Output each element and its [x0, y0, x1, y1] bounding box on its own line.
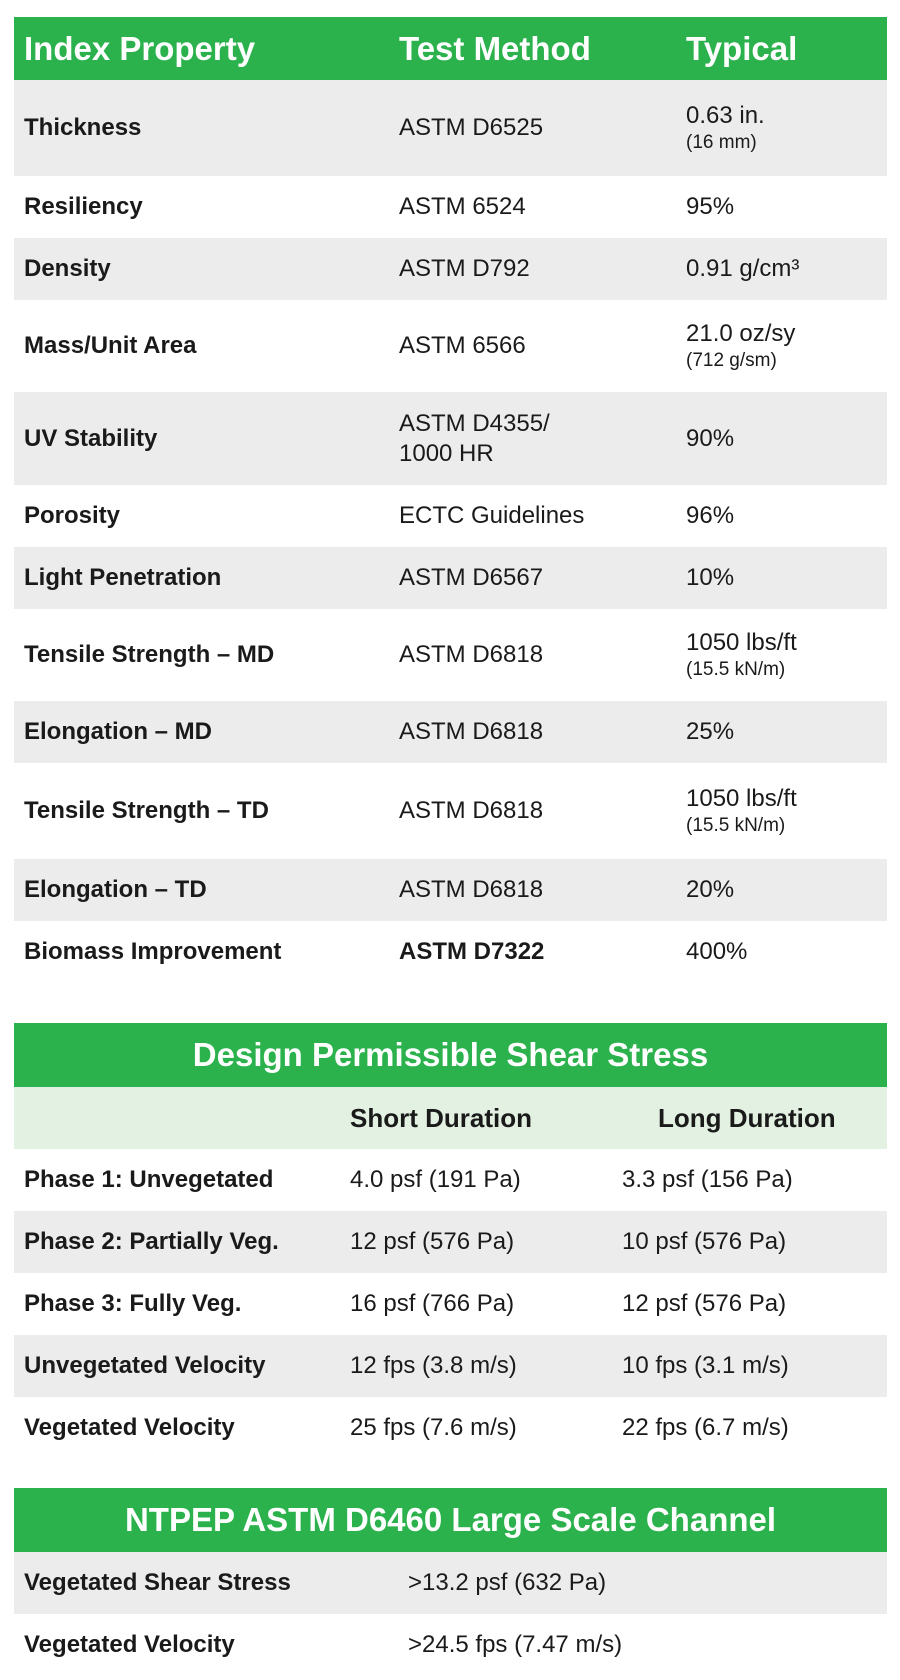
- value-main: 21.0 oz/sy: [686, 320, 796, 347]
- short-duration-value: 16 psf (766 Pa): [350, 1290, 515, 1317]
- condition-label: Phase 2: Partially Veg.: [24, 1228, 279, 1255]
- table-row: [14, 547, 887, 609]
- header-typical: Typical: [686, 29, 798, 67]
- ntpep-value: >24.5 fps (7.47 m/s): [408, 1631, 623, 1658]
- table-row: [14, 1149, 887, 1211]
- test-method: ASTM D6818: [399, 876, 544, 903]
- condition-label: Phase 1: Unvegetated: [24, 1166, 274, 1193]
- table-row: [14, 176, 887, 238]
- typical-value: [686, 763, 797, 859]
- short-duration-value: 12 fps (3.8 m/s): [350, 1352, 517, 1379]
- long-duration-value: 12 psf (576 Pa): [622, 1290, 787, 1317]
- typical-value: 0.91 g/cm³: [686, 255, 800, 282]
- ntpep-title: NTPEP ASTM D6460 Large Scale Channel: [14, 1488, 887, 1552]
- table-row: [14, 1614, 887, 1676]
- table-row: [14, 1211, 887, 1273]
- long-duration-value: 10 fps (3.1 m/s): [622, 1352, 789, 1379]
- typical-value: 95%: [686, 193, 735, 220]
- test-method: ASTM D6818: [399, 797, 544, 824]
- shear-stress-title: Design Permissible Shear Stress: [14, 1023, 887, 1087]
- table-row: [14, 1397, 887, 1459]
- property-label: Elongation – MD: [24, 718, 212, 745]
- test-method: ASTM D7322: [399, 938, 545, 965]
- shear-stress-table: [14, 1023, 887, 1459]
- property-label: Resiliency: [24, 193, 143, 220]
- test-method: ASTM D6818: [399, 641, 544, 668]
- table-row: [14, 921, 887, 983]
- table-row: [14, 300, 887, 392]
- long-duration-value: 22 fps (6.7 m/s): [622, 1414, 789, 1441]
- table-row: [14, 485, 887, 547]
- typical-value: 20%: [686, 876, 735, 903]
- ntpep-value: >13.2 psf (632 Pa): [408, 1569, 607, 1596]
- table-row: [14, 1273, 887, 1335]
- table-row: [14, 80, 887, 176]
- short-duration-value: 25 fps (7.6 m/s): [350, 1414, 517, 1441]
- table-row: [14, 1552, 887, 1614]
- property-label: Density: [24, 255, 111, 282]
- typical-value: 400%: [686, 938, 748, 965]
- test-method: ASTM D6525: [399, 114, 544, 141]
- property-label: Porosity: [24, 502, 121, 529]
- test-method: ECTC Guidelines: [399, 502, 585, 529]
- short-duration-value: 4.0 psf (191 Pa): [350, 1166, 521, 1193]
- value-main: 0.63 in.: [686, 102, 765, 129]
- typical-value: [686, 80, 765, 176]
- condition-label: Phase 3: Fully Veg.: [24, 1290, 242, 1317]
- value-main: 1050 lbs/ft: [686, 629, 797, 656]
- header-test-method: Test Method: [399, 29, 591, 67]
- table-row: [14, 392, 887, 485]
- short-duration-value: 12 psf (576 Pa): [350, 1228, 515, 1255]
- header-short-duration: Short Duration: [350, 1103, 532, 1133]
- property-label: Biomass Improvement: [24, 938, 282, 965]
- property-label: Mass/Unit Area: [24, 332, 197, 359]
- test-method: ASTM D6567: [399, 564, 544, 591]
- typical-value: 96%: [686, 502, 735, 529]
- table-row: [14, 609, 887, 701]
- value-metric: (16 mm): [686, 132, 757, 153]
- ntpep-label: Vegetated Shear Stress: [24, 1569, 291, 1596]
- index-property-table: [14, 17, 887, 983]
- table-row: [14, 763, 887, 859]
- value-metric: (15.5 kN/m): [686, 659, 786, 680]
- table-row: [14, 859, 887, 921]
- header-long-duration: Long Duration: [658, 1103, 836, 1133]
- typical-value: 25%: [686, 718, 735, 745]
- property-label: Tensile Strength – TD: [24, 797, 269, 824]
- method-line-1: ASTM D4355/: [399, 409, 550, 437]
- condition-label: Vegetated Velocity: [24, 1414, 235, 1441]
- ntpep-table: [14, 1488, 887, 1676]
- shear-stress-subheader: [14, 1087, 887, 1149]
- value-main: 1050 lbs/ft: [686, 785, 797, 812]
- table-row: [14, 238, 887, 300]
- header-index-property: Index Property: [24, 29, 256, 67]
- property-label: Thickness: [24, 114, 142, 141]
- test-method: ASTM 6524: [399, 193, 526, 220]
- property-label: Elongation – TD: [24, 876, 207, 903]
- test-method: ASTM 6566: [399, 332, 526, 359]
- typical-value: [686, 300, 795, 392]
- table-row: [14, 1335, 887, 1397]
- test-method: ASTM D792: [399, 255, 530, 282]
- ntpep-label: Vegetated Velocity: [24, 1631, 235, 1658]
- long-duration-value: 10 psf (576 Pa): [622, 1228, 787, 1255]
- condition-label: Unvegetated Velocity: [24, 1352, 266, 1379]
- property-label: Light Penetration: [24, 564, 222, 591]
- long-duration-value: 3.3 psf (156 Pa): [622, 1166, 793, 1193]
- property-label: UV Stability: [24, 424, 158, 452]
- value-metric: (712 g/sm): [686, 350, 777, 371]
- method-line-2: 1000 HR: [399, 439, 494, 467]
- typical-value: 90%: [686, 424, 735, 452]
- typical-value: [686, 609, 797, 701]
- property-label: Tensile Strength – MD: [24, 641, 275, 668]
- test-method: [399, 392, 550, 485]
- test-method: ASTM D6818: [399, 718, 544, 745]
- typical-value: 10%: [686, 564, 735, 591]
- table-row: [14, 701, 887, 763]
- table-header: [14, 17, 887, 80]
- value-metric: (15.5 kN/m): [686, 815, 786, 836]
